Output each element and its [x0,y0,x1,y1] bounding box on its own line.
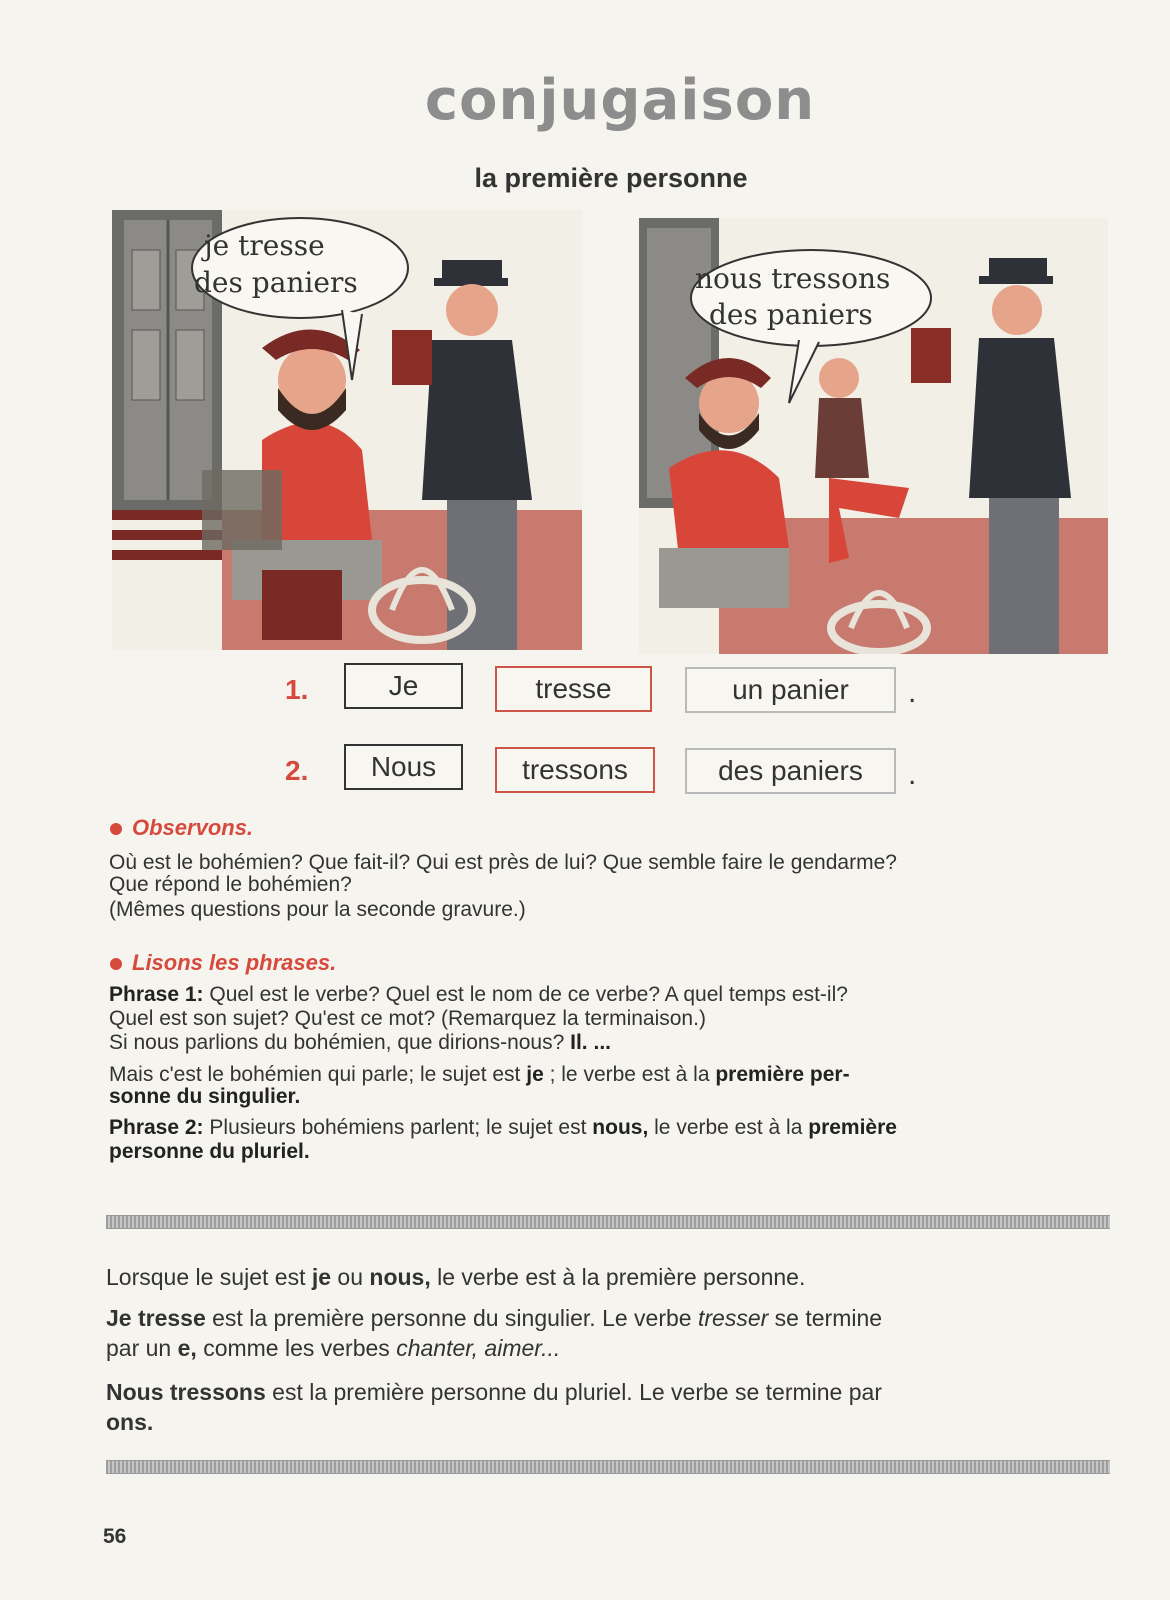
sentence-2-period: . [908,758,917,791]
phrase-1-line-5: sonne du singulier. [109,1085,301,1108]
rule-line-2: Je tresse est la première personne du singulier. Le verbe tresser se termine par un e, comme les verbes chanter, aimer... [106,1305,883,1361]
sentence-1-period: . [908,676,917,709]
bubble-line-2: des paniers [709,298,873,331]
rule-divider-bottom [106,1460,1110,1474]
observons-line-1: Où est le bohémien? Que fait-il? Qui est près de lui? Que semble faire le gendarme? [109,851,897,874]
sentence-2-verb: tressons [495,747,655,793]
bubble-line-1: je tresse [204,229,325,262]
rule-line-3: Nous tressons est la première personne du pluriel. Le verbe se termine par ons. [106,1379,882,1435]
lisons-heading: Lisons les phrases. [110,950,336,976]
phrase-1-line-3: Si nous parlions du bohémien, que dirions-nous? Il. ... [109,1031,611,1054]
sentence-2-object: des paniers [685,748,896,794]
phrase-2-line-1: Phrase 2: Plusieurs bohémiens parlent; le sujet est nous, le verbe est à la première [109,1116,897,1139]
sentence-2-subject: Nous [344,744,463,790]
bubble-line-2: des paniers [194,266,358,299]
observons-line-2: Que répond le bohémien? [109,873,352,896]
bullet-dot [110,958,122,970]
phrase-1-line-2: Quel est son sujet? Qu'est ce mot? (Remarquez la terminaison.) [109,1007,706,1030]
sentence-2-number: 2. [285,755,309,786]
page-subtitle: la première personne [474,163,748,193]
illustration-bohemian-gendarme [112,210,582,650]
observons-line-3: (Mêmes questions pour la seconde gravure.) [109,898,526,921]
observons-heading: Observons. [110,815,253,841]
sentence-1-verb: tresse [495,666,652,712]
phrase-1-line-4: Mais c'est le bohémien qui parle; le sujet est je ; le verbe est à la première per- [109,1063,850,1086]
rule-divider-top [106,1215,1110,1229]
bubble-line-1: nous tressons [695,262,891,295]
rule-line-1: Lorsque le sujet est je ou nous, le verbe est à la première personne. [106,1264,806,1290]
page-title: conjugaison [424,68,816,133]
page-number: 56 [103,1525,127,1548]
phrase-1-line-1: Phrase 1: Quel est le verbe? Quel est le nom de ce verbe? A quel temps est-il? [109,983,848,1006]
sentence-1-number: 1. [285,674,309,705]
sentence-1-subject: Je [344,663,463,709]
sentence-1-object: un panier [685,667,896,713]
bullet-dot [110,823,122,835]
illustration-two-bohemians-gendarme [639,218,1108,654]
phrase-2-line-2: personne du pluriel. [109,1140,310,1163]
